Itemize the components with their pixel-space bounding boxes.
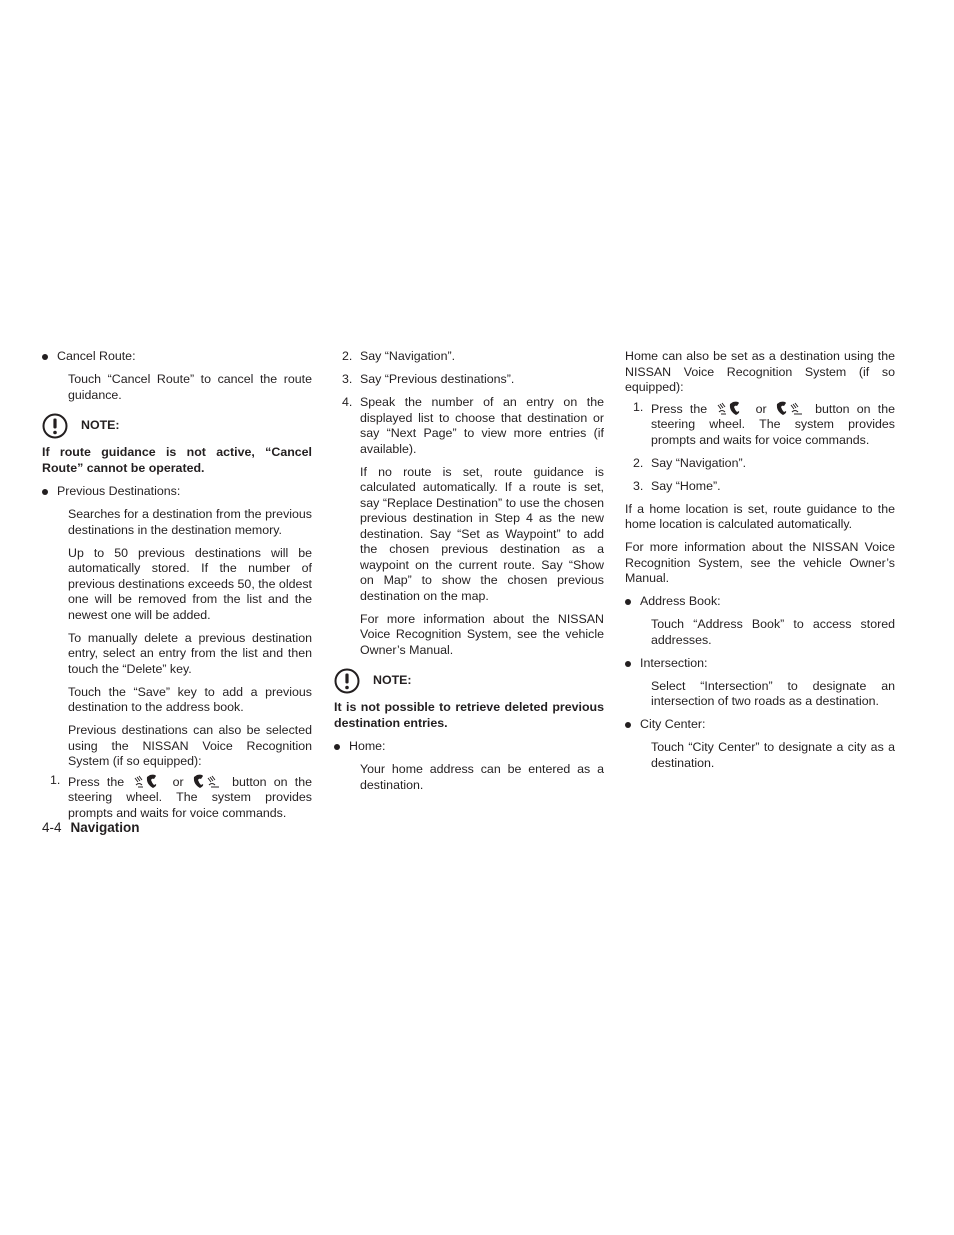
- step-text: Press the: [68, 774, 125, 789]
- bullet-home: [334, 739, 604, 755]
- step-text: Press the: [651, 401, 708, 416]
- step-text: Say “Navigation”.: [360, 349, 456, 363]
- paragraph: Touch “Cancel Route” to cancel the route guidance.: [68, 372, 312, 402]
- paragraph: Touch “Address Book” to access stored addresses.: [651, 617, 895, 647]
- step-number: 1.: [633, 399, 644, 414]
- paragraph: Searches for a destination from the previous destinations in the destination memory.: [68, 507, 312, 537]
- bullet-label: Intersection:: [640, 655, 708, 670]
- step-item: [334, 372, 604, 388]
- note-text: It is not possible to retrieve deleted previous destination entries.: [334, 700, 604, 730]
- note-heading: [334, 668, 604, 694]
- step-text: or: [172, 774, 184, 789]
- column-middle: [334, 349, 604, 801]
- column-left: [42, 349, 312, 829]
- step-item: [625, 456, 895, 472]
- bullet-label: Home:: [349, 739, 386, 753]
- step-text: Speak the number of an entry on the displayed list to choose that destination or say “Next Page” to view more entries (if available).: [360, 395, 604, 456]
- note-label: NOTE:: [373, 673, 412, 688]
- paragraph: For more information about the NISSAN Voice Recognition System, see the vehicle Owner’s Manual.: [625, 540, 895, 585]
- phone-voice-icon: [193, 773, 223, 789]
- step-number: 2.: [633, 455, 644, 470]
- step-text: Say “Home”.: [651, 478, 721, 493]
- paragraph: Previous destinations can also be selected using the NISSAN Voice Recognition System (if so equipped):: [68, 723, 312, 768]
- bullet-intersection: [625, 656, 895, 672]
- step-item: [334, 395, 604, 457]
- paragraph: Select “Intersection” to designate an intersection of two roads as a destination.: [651, 678, 895, 708]
- step-number: 1.: [50, 772, 61, 787]
- step-number: 2.: [342, 349, 353, 363]
- paragraph: Home can also be set as a destination using the NISSAN Voice Recognition System (if so equipped):: [625, 349, 895, 394]
- bullet-address-book: [625, 594, 895, 610]
- step-number: 3.: [633, 478, 644, 493]
- step-item: [625, 479, 895, 495]
- bullet-label: City Center:: [640, 717, 706, 731]
- note-label: NOTE:: [81, 418, 120, 433]
- caution-exclamation-icon: [42, 413, 68, 439]
- note-text: If route guidance is not active, “Cancel Route” cannot be operated.: [42, 445, 312, 475]
- phone-voice-icon: [776, 400, 806, 416]
- bullet-city-center: [625, 717, 895, 733]
- step-text: Say “Previous destinations”.: [360, 372, 515, 386]
- step-text: Say “Navigation”.: [651, 455, 747, 470]
- step-item: [42, 773, 312, 822]
- bullet-label: Previous Destinations:: [57, 484, 181, 498]
- voice-talk-phone-icon: [133, 773, 163, 789]
- step-item: [334, 349, 604, 365]
- paragraph: For more information about the NISSAN Voice Recognition System, see the vehicle Owner’s Manual.: [360, 611, 604, 657]
- paragraph: Your home address can be entered as a destination.: [360, 762, 604, 792]
- page-number: 4-4: [42, 820, 62, 835]
- paragraph: If a home location is set, route guidance to the home location is calculated automatically.: [625, 501, 895, 531]
- bullet-previous-destinations: [42, 484, 312, 500]
- bullet-label: Cancel Route:: [57, 349, 136, 363]
- paragraph: To manually delete a previous destination entry, select an entry from the list and then touch the “Delete” key.: [68, 630, 312, 676]
- column-right: [625, 349, 895, 779]
- paragraph: If no route is set, route guidance is calculated automatically. If a route is set, say “Replace Destination” to use the chosen previous destination in Step 4 as the new destination. Say “Set as Waypoint” to add the chosen previous destination as a waypoint on the current route. Say “Show on Map” to show the chosen previous destination on the map.: [360, 464, 604, 603]
- caution-exclamation-icon: [334, 668, 360, 694]
- step-text: button on the steering wheel. The system provides prompts and waits for voice commands.: [68, 774, 312, 820]
- step-text: button on the steering wheel. The system provides prompts and waits for voice commands.: [651, 401, 895, 447]
- bullet-cancel-route: [42, 349, 312, 365]
- step-number: 4.: [342, 395, 353, 409]
- paragraph: Touch “City Center” to designate a city as a destination.: [651, 740, 895, 770]
- step-item: [625, 400, 895, 449]
- note-heading: [42, 413, 312, 439]
- paragraph: Up to 50 previous destinations will be automatically stored. If the number of previous destinations exceeds 50, the oldest one will be removed from the list and the newest one will be added.: [68, 545, 312, 622]
- paragraph: Touch the “Save” key to add a previous destination to the address book.: [68, 684, 312, 714]
- bullet-label: Address Book:: [640, 594, 721, 608]
- voice-talk-phone-icon: [716, 400, 746, 416]
- section-title: Navigation: [70, 820, 140, 835]
- step-number: 3.: [342, 372, 353, 386]
- step-text: or: [755, 401, 767, 416]
- page-footer: [42, 820, 140, 836]
